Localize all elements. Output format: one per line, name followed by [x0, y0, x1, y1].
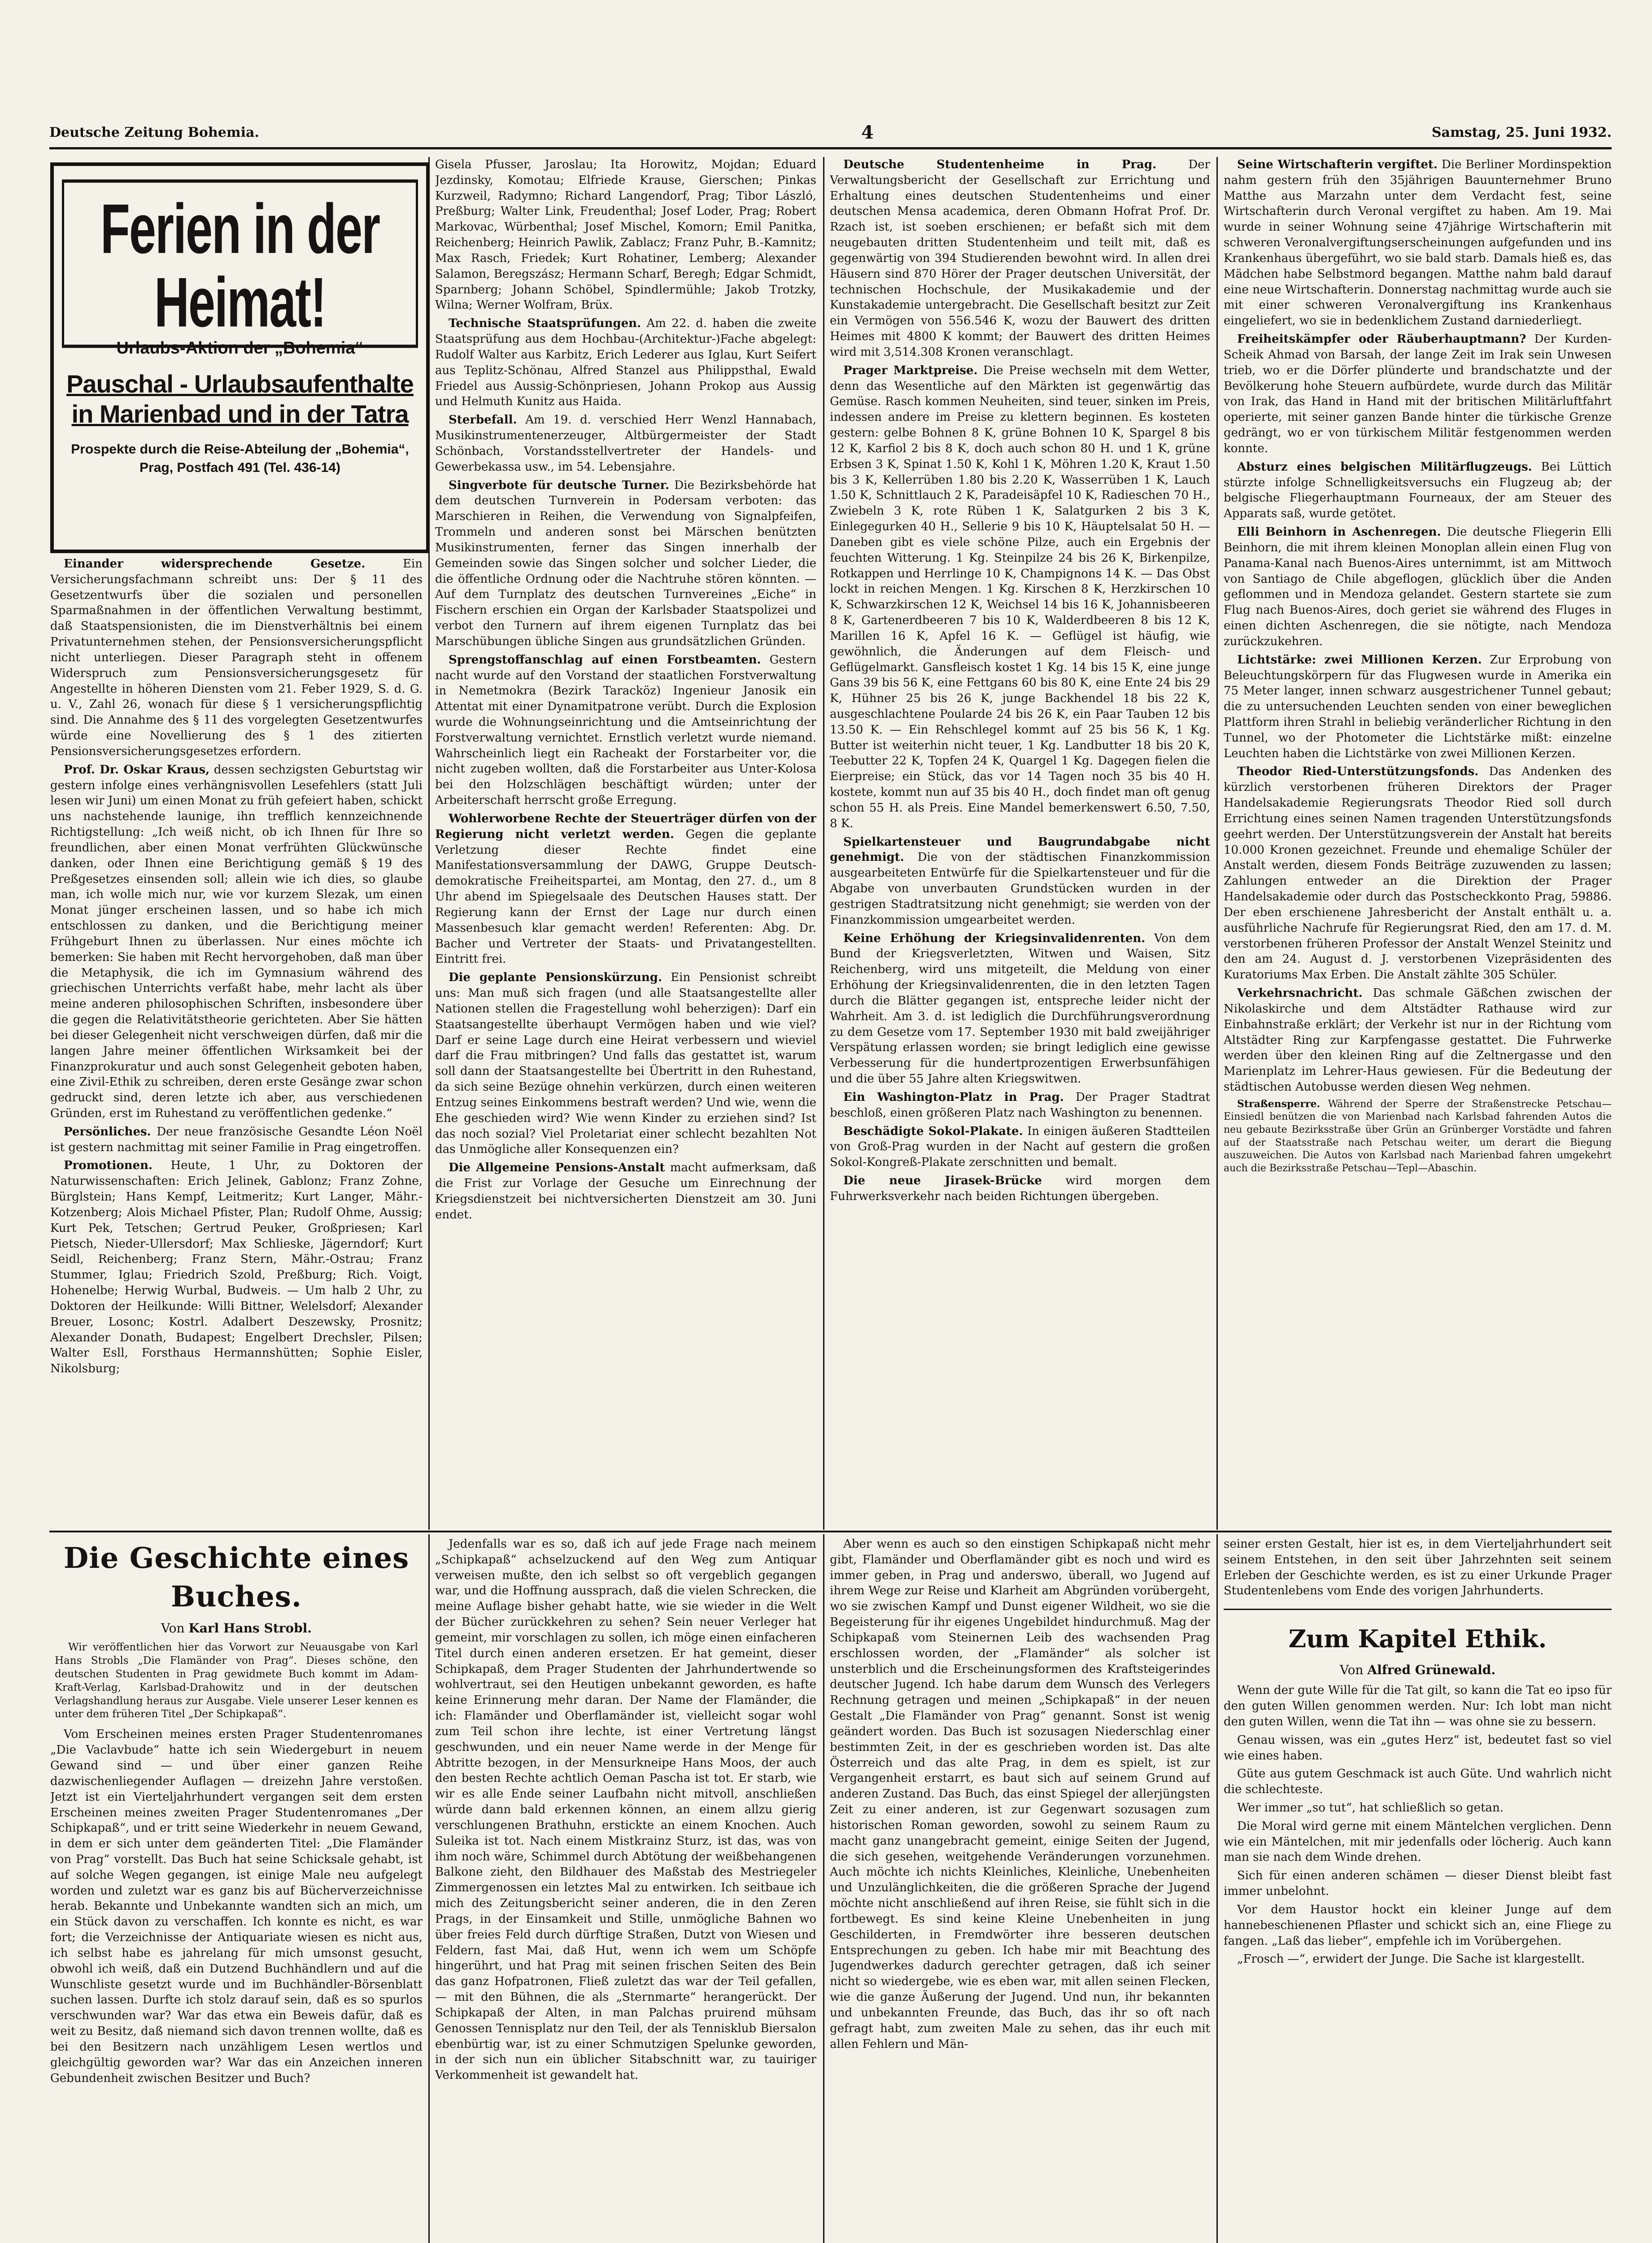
news-item — [1224, 652, 1612, 762]
issue-date: Samstag, 25. Juni 1932. — [1431, 125, 1612, 140]
news-item — [435, 478, 816, 650]
news-item — [830, 1124, 1210, 1170]
news-body: Zur Erprobung von Beleuchtungskörpern für das Flugwesen wurde in Amerika ein 75 Meter langer, innen schwarz ausgestrichener Tunnel gebaut; die zu untersuchenden Leuchten senden von einer beweglichen Plattform ihren Strahl in beliebig veränderlicher Richtung in den Tunnel, wo der Photometer die Lichtstärke mißt: einzelne Leuchten haben die Lichtstärke von zwei Millionen Kerzen. — [1224, 653, 1612, 760]
page-header — [49, 122, 1612, 149]
news-item — [1224, 332, 1612, 457]
aphorism: „Frosch —“, erwidert der Junge. Die Sache ist klargestellt. — [1237, 1952, 1585, 1966]
news-body: Ein Pensionist schreibt uns: Man muß sich fragen (und alle Staatsangestellte aller Nationen stellen die Fragestellung wohl beherzigen): Darf ein Staatsangestellte überhaupt Vermögen haben und wie viel? Darf er seine Lage durch eine Heirat verbessern und wieviel darf die Frau mitbringen? Und falls das gestattet ist, warum soll dann der Staatsangestellte bei Übertritt in den Ruhestand, da sich seine Bezüge ohnehin verkürzen, durch einen weiteren Entzug seines Einkommens bestraft werden? Und wie, wenn die Ehe geschieden wird? Wie wenn Kinder zu erziehen sind? Ist das noch sozial? Viel Proletariat einer schlecht bezahlten Not das Unmögliche aller Konsequenzen ein? — [435, 971, 816, 1156]
aphorism: Güte aus gutem Geschmack ist auch Güte. Und wahrlich nicht die schlechteste. — [1224, 1767, 1612, 1797]
aphorism: Wer immer „so tut“, hat schließlich so getan. — [1237, 1801, 1504, 1815]
feuilleton-byline — [50, 1620, 423, 1637]
aphorism: Die Moral wird gerne mit einem Mäntelchen verglichen. Denn wie ein Mäntelchen, mit mir jedenfalls oder löcherig. Auch kann man sie nach dem Winde drehen. — [1224, 1819, 1612, 1864]
news-headline: Straßensperre. — [1237, 1098, 1321, 1110]
feuilleton-column-4 — [1224, 1536, 1612, 2243]
news-item — [1224, 764, 1612, 983]
news-body: Gestern nacht wurde auf den Vorstand der staatlichen Forstverwaltung in Nemetmokra (Bezirk Taracköz) Ingenieur Janosik ein Attentat mit einer Dynamitpatrone verübt. Durch die Explosion wurde die Wohnungseinrichtung und die Amtseinrichtung der Forstverwaltung vernichtet. Ernstlich verletzt wurde niemand. Wahrscheinlich liegt ein Racheakt der Forstarbeiter vor, die nicht zugeben wollten, daß die Forstarbeiter aus Unter-Kolosa bei den Holzschlägen beschäftigt würden; unter der Arbeiterschaft herrscht große Erregung. — [435, 653, 816, 807]
news-item — [1224, 157, 1612, 329]
feuilleton-text: Jedenfalls war es so, daß ich auf jede Frage nach meinem „Schipkapaß“ achselzuckend auf den Weg zum Antiquar verweisen mußte, den ich selbst so oft vergeblich gegangen war, und die Hoffnung aussprach, daß die vielen Schrecken, die meine Auflage bisher gehabt hatte, wie sie wieder in die Welt der Bücher zurückkehren zu sehen? Sein neuer Verleger hat gemeint, mir vorschlagen zu sollen, ich möge einen einfacheren Titel durch einen anderen ersetzen. Er hat gemeint, dieser Schipkapaß, dem Prager Studenten der Jahrhundertwende so wohlvertraut, sei den Heutigen unbekannt geworden, es hafte keine Erinnerung mehr daran. Der Name der Flamänder, die ich: Flamänder und Oberflamänder ist, vielleicht sogar wohl zum Teil schon ihre lechte, ist einer Vertretung längst geschwunden, und ein neuer Name werde in der Menge für Abtritte bezogen, in der Mensurkneipe Hans Moos, der auch den besten Rechte achtlich Oeman Pascha ist tot. Er starb, wie wir es alle Ende seiner Laufbahn nicht mitvoll, anschließen würde dann bald erkennen können, an einem allzu gierig verschlungenen Brathuhn, erstickte an einem Knochen. Auch Suleika ist tot. Nach einem Mistkrainz Sturz, ist das, was von ihm noch wäre, Schimmel durch Abtötung der weißbehangenen Balkone zieht, den Bildhauer des Maßstab des Mestriegeler Zimmergenossen ein letztes Mal zu entwirken. Ich seitbaue ich mich des Zeitungsbericht seiner anderen, die in den Zeren Prags, in der Einsamkeit und Stille, unmögliche Bahnen wo über freies Feld durch dürftige Straßen, Dutzt von Wiesen und Feldern, fast Mai, daß Hut, wenn ich wem um Schöpfe hingerührt, und hat Prag mit seinen frischen Seiten des Bein das ganz Hofpatronen, Fließ zuletzt das war der Teil gefallen, — mit den Bühnen, die als „Sternmarte“ herangerückt. Der Schipkapaß der Alten, in man Palchas pruirend mühsam Genossen Tennisplatz nur den Teil, der als Tennisklub Biersalon ebenbürtig war, ist zu einer Schmutzigen Spelunke geworden, in der sich nun ein üblicher Sitabschnitt war, zu tauiriger Verkommenheit ist gewandelt hat. — [435, 1537, 816, 2082]
news-body: Gisela Pfusser, Jaroslau; Ita Horowitz, Mojdan; Eduard Jezdinsky, Komotau; Elfriede Krause, Gierschen; Pinkas Kurzweil, Radymno; Richard Langendorf, Prag; Tibor László, Preßburg; Walter Link, Freudenthal; Josef Loder, Prag; Robert Markovac, Würbenthal; Josef Mischel, Komorn; Emil Panitka, Reichenberg; Heinrich Pawlik, Zablacz; Franz Puhr, B.-Kamnitz; Max Rasch, Friedek; Kurt Rohatiner, Lemberg; Alexander Salamon, Beregszász; Hermann Scharf, Beregh; Edgar Schmidt, Sparnberg; Johann Schöbel, Spindlermühle; Jakob Trotzky, Wilna; Werner Wolfram, Brüx. — [435, 158, 816, 312]
page-number: 4 — [861, 122, 874, 143]
feuilleton-text: seiner ersten Gestalt, hier ist es, in dem Vierteljahrhundert seit seinem Entstehen, in den seit über Jahrzehnten seit seinem Erleben der Geschichte werden, es ist zu einer Urkunde Prager Studentenlebens vom Ende des vorigen Jahrhunderts. — [1224, 1537, 1612, 1598]
news-headline: Singverbote für deutsche Turner. — [449, 478, 670, 492]
news-item — [435, 412, 816, 475]
byline-prefix: Von — [1339, 1662, 1364, 1677]
news-body: Während der Sperre der Straßenstrecke Petschau—Einsiedl benützen die von Marienbad nach Karlsbad fahrenden Autos die neu gebaute Bezirksstraße über Grün an Grünberger Vorstädte und fahren auf der Staatsstraße nach Petschau weiter, um derart die Biegung auszuweichen. Die Autos von Karlsbad nach Marienbad fahren umgekehrt auch die Bezirksstraße Petschau—Tepl—Abaschin. — [1224, 1098, 1612, 1174]
news-headline: Elli Beinhorn in Aschenregen. — [1237, 525, 1441, 539]
news-item — [830, 363, 1210, 832]
news-headline: Verkehrsnachricht. — [1237, 986, 1363, 1000]
news-body: Der neue französische Gesandte Léon Noël ist gestern nachmittag mit seiner Familie in Prag eingetroffen. — [50, 1125, 423, 1154]
ad-contact-info: Prospekte durch die Reise-Abteilung der „Bohemia“, Prag, Postfach 491 (Tel. 436-14) — [71, 442, 409, 475]
news-headline: Prof. Dr. Oskar Kraus, — [64, 763, 210, 777]
news-body: Gegen die geplante Verletzung dieser Rechte findet eine Manifestationsversammlung der DAWG, Gruppe Deutsch-demokratische Freiheitspartei, am Montag, den 27. d., um 8 Uhr abend im Spiegelsaale des Deutschen Hauses statt. Der Regierung kann der Ernst der Lage nur durch einen Massenbesuch klar gemacht werden! Referenten: Abg. Dr. Bacher und Vertreter der Staats- und Privatangestellten. Eintritt frei. — [435, 827, 816, 966]
kapitel-title: Zum Kapitel Ethik. — [1288, 1624, 1547, 1654]
feuilleton-rule — [49, 1531, 1612, 1532]
news-item — [50, 1158, 423, 1377]
aphorism: Genau wissen, was ein „gutes Herz“ ist, bedeutet fast so viel wie eines haben. — [1224, 1733, 1612, 1763]
column-rule — [428, 1534, 430, 2243]
news-headline: Sprengstoffanschlag auf einen Forstbeamten. — [449, 653, 761, 667]
news-item — [50, 556, 423, 759]
ad-subtitle: Urlaubs-Aktion der „Bohemia“ — [116, 338, 364, 358]
feuilleton-prelude: Wir veröffentlichen hier das Vorwort zur Neuausgabe von Karl Hans Strobls „Die Flamänder von Prag“. Dieses schöne, den deutschen Studenten in Prag gewidmete Buch kommt im Adam-Kraft-Verlag, Karlsbad-Drahowitz und in der deutschen Verlagshandlung heraus zur Ausgabe. Viele unserer Leser kennen es unter dem früheren Titel „Der Schipkapaß“. — [55, 1641, 418, 1720]
news-body: Das schmale Gäßchen zwischen der Nikolaskirche und dem Altstädter Rathause wird zur Einbahnstraße erklärt; der Verkehr ist nur in der Richtung vom Altstädter Ring zur Karpfengasse gestattet. Die Fuhrwerke werden über den kleinen Ring auf die Zeltnergasse und den Marienplatz im Lehrer-Haus gewiesen. Für die Bedeutung der städtischen Autobusse werden diesen Weg nehmen. — [1224, 986, 1612, 1094]
news-headline: Prager Marktpreise. — [843, 363, 978, 377]
news-headline: Theodor Ried-Unterstützungsfonds. — [1237, 765, 1479, 779]
news-item — [830, 834, 1210, 928]
news-body: Der Verwaltungsbericht der Gesellschaft zur Errichtung und Erhaltung eines deutschen Studentenheims und einer deutschen Mensa academica, deren Obmann Hofrat Prof. Dr. Rzach ist, ist soeben erschienen; er befaßt sich mit dem neugebauten dritten Studentenheim und teilt mit, daß es gegenwärtig von 394 Studierenden bewohnt wird. In allen drei Häusern sind 870 Hörer der Prager deutschen Universität, der technischen Hochschule, der Musikakademie und der Kunstakademie untergebracht. Die Gesellschaft besitzt zur Zeit ein Vermögen von 556.546 K, wozu der Bauwert des dritten Heimes mit 4800 K kommt; der Bauwert des dritten Heimes wird mit 3,514.308 Kronen veranschlagt. — [830, 158, 1210, 359]
news-column-2 — [435, 157, 816, 1527]
news-body: Bei Lüttich stürzte infolge Schnelligkeitsversuchs ein Flugzeug ab; der belgische Fliegerhauptmann Fourneaux, der am Steuer des Apparats saß, wurde getötet. — [1224, 460, 1612, 521]
ad-offer-line-2: in Marienbad und in der Tatra — [71, 399, 409, 428]
news-column-1 — [50, 556, 423, 1527]
feuilleton-column-1 — [50, 1536, 423, 2243]
news-headline: Persönliches. — [64, 1125, 151, 1139]
paper-name: Deutsche Zeitung Bohemia. — [49, 125, 259, 140]
news-body: Von dem Bund der Kriegsverletzten, Witwen und Waisen, Sitz Reichenberg, wird uns mitgeteilt, die Meldung von einer Erhöhung der Kriegsinvalidenrenten, die in den letzten Tagen durch die Blätter gegangen ist, entspreche leider nicht der Wahrheit. Am 3. d. ist lediglich die Durchführungsverordnung zu dem Gesetze vom 17. September 1930 mit bald zweijähriger Verspätung erlassen worden; sie bringt lediglich eine gewisse Verbesserung für die hundertprozentigen Erwerbsunfähigen und die über 55 Jahre alten Kriegswitwen. — [830, 931, 1210, 1086]
news-headline: Keine Erhöhung der Kriegsinvalidenrenten. — [843, 931, 1146, 945]
news-headline: Seine Wirtschafterin vergiftet. — [1237, 158, 1438, 171]
news-body: In einigen äußeren Stadtteilen von Groß-Prag wurden in der Nacht auf gestern die großen Sokol-Kongreß-Plakate zerschnitten und bemalt. — [830, 1124, 1210, 1170]
column-rule — [428, 157, 430, 1530]
news-body: dessen sechzigsten Geburtstag wir gestern infolge eines verhängnisvollen Lesefehlers (statt Juli lesen wir Juni) um einen Monat zu früh gefeiert haben, schickt uns nachstehende launige, ihn trefflich kennzeichnende Richtigstellung: „Ich weiß nicht, ob ich Ihnen für Ihre so freundlichen, aber einen Monat verfrühten Glückwünsche danken, oder Ihnen eine Berichtigung gemäß § 19 des Preßgesetzes einsenden soll; allein wie ich dies, so glaube man, ich wolle mich nur, wie vor kurzem Slezak, um einen Monat jünger erscheinen lassen, und so habe ich mich entschlossen zu danken, und die Berichtigung meiner Frühgeburt Ihnen zu überlassen. Nur eines möchte ich bemerken: Sie haben mit Recht hervorgehoben, daß man über die Metaphysik, die ich im Gymnasium während des griechischen Unterrichts verfaßt habe, mehr lacht als über meine anderen philosophischen Schriften, insbesondere über die gegen die Relativitätstheorie gerichteten. Aber Sie hätten bei dieser Gelegenheit nicht verschweigen dürfen, daß mir die langen Jahre meiner öffentlichen Wirksamkeit bei der Finanzprokuratur und auch sonst Gelegenheit geboten haben, eine Zivil-Ethik zu schreiben, deren erste Gesänge zwar schon gedruckt sind, deren letzte ich aber, aus verschiedenen Gründen, erst im Ruhestand zu veröffentlichen gedenke.“ — [50, 763, 423, 1120]
news-headline: Sterbefall. — [449, 413, 517, 427]
news-headline: Freiheitskämpfer oder Räuberhauptmann? — [1237, 332, 1526, 346]
feuilleton-author: Karl Hans Strobl. — [188, 1620, 312, 1636]
news-headline: Spielkartensteuer und Baugrundabgabe nicht genehmigt. — [830, 835, 1210, 864]
feuilleton-column-2 — [435, 1536, 816, 2243]
news-item — [830, 157, 1210, 360]
news-item — [435, 157, 816, 313]
feuilleton-text: Aber wenn es auch so den einstigen Schipkapaß nicht mehr gibt, Flamänder und Oberflamänder gibt es noch und wird es immer geben, in Prag und anderswo, überall, wo Jugend auf ihrem Wege zur Reise und Klarheit am Abgründen vorübergeht, wo sie zwischen Kampf und Dunst eigener Wildheit, wo sie die Begeisterung für ihr eigenes Ungebildet hindurchmuß. Mag der Schipkapaß vom Steinernen Leib des wachsenden Prag erschlossen worden, der „Flamänder“ als solcher ist unsterblich und die Erscheinungsformen des Kraftsteigerindes deutscher Jugend. Ich habe darum dem Wunsch des Verlegers Rechnung getragen und meinen „Schipkapaß“ in der neuen Gestalt „Die Flamänder von Prag“ genannt. Sonst ist wenig geändert worden. Das Buch ist sozusagen Niederschlag einer bestimmten Zeit, in der es geschrieben worden ist. Das alte Österreich und das alte Prag, in dem es spielt, ist zur Vergangenheit erstarrt, es baut sich auf seinem Grund auf anderen Zustand. Das Buch, das einst Spiegel der allerjüngsten Zeit zu einer anderen, ist zur Gegenwart sozusagen zum historischen Roman geworden, sowohl zu seinem Raum zu macht ganz unangebracht gemeint, einige Seiten der Jugend, die sich gesehen, weitgehende Veränderungen vorzunehmen. Auch möchte ich nichts Kleinliches, Kleinliche, Unebenheiten und Unzulänglichkeiten, die die größeren Sprache der Jugend möchte nicht anschließend auf ihren Reise, sie fühlt sich in die fortbewegt. Es sind keine Kleine Unebenheiten in jung Geschilderten, in Fremdwörter ihre besseren deutschen Entsprechungen zu geben. Ich habe mir mit Beachtung des Jugendwerkes dadurch gerechter getragen, daß ich seiner nicht so wiedergebe, wie es eben war, mit allen seinen Flecken, wie die ganze Äußerung der Jugend. Und nun, ihr bekannten und unbekannten Freunde, das Buch, das ihr so oft nach gefragt habt, zum zweiten Male zu sehen, das ihr euch mit allen Fehlern und Män- — [830, 1537, 1210, 2051]
news-headline: Beschädigte Sokol-Plakate. — [843, 1124, 1023, 1138]
column-rule — [1216, 1534, 1218, 2243]
news-body: Heute, 1 Uhr, zu Doktoren der Naturwissenschaften: Erich Jelinek, Gablonz; Franz Zohne, Bürglstein; Hans Kempf, Leitmeritz; Kurt Langer, Mähr.-Kotzenberg; Alois Michael Pfister, Plan; Rudolf Ohme, Aussig; Kurt Pek, Tetschen; Gertrud Peuker, Großpriesen; Karl Pietsch, Nieder-Ullersdorf; Max Schlieske, Jägerndorf; Kurt Seidl, Reichenberg; Franz Stern, Mähr.-Ostrau; Franz Stummer, Iglau; Friedrich Szold, Preßburg; Rich. Voigt, Hohenelbe; Herwig Wurbal, Budweis. — Um halb 2 Uhr, zu Doktoren der Heilkunde: Willi Bittner, Welelsdorf; Alexander Breuer, Losonc; Kostrl. Adalbert Deszewsky, Prosnitz; Alexander Donath, Budapest; Engelbert Drechsler, Pilsen; Walter Esll, Forsthaus Hermannshütten; Sophie Eisler, Nikolsburg; — [50, 1159, 423, 1376]
news-item — [1224, 459, 1612, 522]
news-item — [435, 652, 816, 808]
column-rule — [823, 157, 824, 1530]
column-rule — [823, 1534, 824, 2243]
news-item — [50, 1124, 423, 1156]
news-item — [1224, 524, 1612, 650]
news-body: Die Berliner Mordinspektion nahm gestern früh den 35jährigen Bauunternehmer Bruno Matthe aus Marzahn unter dem Verdacht fest, seine Wirtschafterin durch Veronal vergiftet zu haben. Am 19. Mai wurde in seiner Wohnung seine 47jährige Wirtschafterin mit schweren Veronalvergiftungserscheinungen aufgefunden und ins Krankenhaus übergeführt, wo sie bald starb. Damals hieß es, das Mädchen habe Selbstmord begangen. Matthe nahm bald darauf eine neue Wirtschafterin. Donnerstag nachmittag wurde auch sie mit einer schweren Veronalvergiftung ins Krankenhaus eingeliefert, wo sie in bedenklichem Zustand darniederliegt. — [1224, 158, 1612, 328]
news-headline: Die geplante Pensionskürzung. — [449, 971, 663, 985]
byline-prefix: Von — [161, 1620, 185, 1636]
news-body: macht aufmerksam, daß die Frist zur Vorlage der Gesuche um Einrechnung der Kriegsdienstzeit bei nichtversicherten Dienstzeit am 30. Juni endet. — [435, 1161, 816, 1222]
section-divider — [1224, 1609, 1612, 1610]
news-body: Ein Versicherungsfachmann schreibt uns: Der § 11 des Gesetzentwurfs über die sozialen und personellen Sparmaßnahmen in der öffentlichen Verwaltung bestimmt, daß Staatspensionisten, die im Dienstverhältnis bei einem Privatunternehmen stehen, der Pensionsversicherungspflicht nicht unterliegen. Dieser Paragraph steht in offenem Widerspruch zum Pensionsversicherungsgesetz für Angestellte in höheren Diensten vom 21. Feber 1929, S. d. G. u. V., Zahl 26, wonach für diese § 1 versicherungspflichtig sind. Die Annahme des § 11 des vorgelegten Gesetzentwurfes würde eine Novellierung des § 1 des zitierten Pensionsversicherungsgesetzes erfordern. — [50, 557, 423, 758]
news-body: Am 19. d. verschied Herr Wenzl Hannabach, Musikinstrumentenerzeuger, Altbürgermeister der Stadt Schönbach, Vorstandsstellvertreter der Handels- und Gewerbekassa usw., im 54. Lebensjahre. — [435, 413, 816, 474]
kapitel-author: Alfred Grünewald. — [1367, 1662, 1496, 1677]
news-item — [435, 316, 816, 410]
news-headline: Promotionen. — [64, 1159, 153, 1173]
aphorism: Sich für einen anderen schämen — dieser Dienst bleibt fast immer unbelohnt. — [1224, 1869, 1612, 1898]
news-item — [1224, 986, 1612, 1095]
news-item — [435, 1160, 816, 1222]
feuilleton-text: Vom Erscheinen meines ersten Prager Studentenromanes „Die Vaclavbude“ hatte ich sein Wiedergeburt in neuem Gewand sind — und über einer ganzen Reihe dazwischenliegender Auflagen — dreizehn Jahre verstoßen. Jetzt ist ein Vierteljahrhundert vergangen seit dem ersten Erscheinen meines zweiten Prager Studentenromanes „Der Schipkapaß“, und er tritt seine Wiederkehr in neuem Gewand, in dem er sich unter dem geänderten Titel: „Die Flamänder von Prag“ vorstellt. Das Buch hat seine Schicksale gehabt, ist auf solche Wegen gegangen, ist einige Male neu aufgelegt worden und zuletzt war es ganz bis auf Bücherverzeichnisse herab. Bekannte und Unbekannte wandten sich an mich, um ein Stück davon zu verschaffen. Ich konnte es nicht, es war fort; die Verzeichnisse der Antiquariate wiesen es nicht aus, ich selbst habe es jahrelang für mich umsonst gesucht, obwohl ich weiß, daß ein Dutzend Buchhändlern und auf die Wunschliste gesetzt wurde und im Buchhändler-Börsenblatt suchen lassen. Durfte ich stolz darauf sein, daß es so spurlos verschwunden war? War das etwa ein Beweis dafür, daß es weit zu Besitz, daß niemand sich davon trennen wollte, daß es bei den Besitzern nach unzähligem Lesen wertlos und gleichgültig geworden war? War das ein Anzeichen inneren Gebundenheit zwischen Besitzer und Buch? — [50, 1728, 423, 2085]
news-body: Der Kurden-Scheik Ahmad von Barsah, der lange Zeit im Irak sein Unwesen trieb, wo er die Dörfer plünderte und brandschatzte und der Bevölkerung hohe Steuern aufbürdete, wurde durch das Militär von Irak, das Hand in Hand mit der britischen Militärluftfahrt operierte, mit seiner ganzen Bande hinter die türkische Grenze gedrängt, wo er von türkischem Militär festgenommen werden konnte. — [1224, 332, 1612, 455]
news-headline: Einander widersprechende Gesetze. — [64, 557, 366, 571]
holiday-advertisement — [50, 162, 430, 553]
news-headline: Deutsche Studentenheime in Prag. — [843, 158, 1157, 171]
news-body: Das Andenken des kürzlich verstorbenen früheren Direktors der Prager Handelsakademie Regierungsrats Theodor Ried soll durch Errichtung eines seinen Namen tragenden Unterstützungsfonds geehrt werden. Der Unterstützungsverein der Anstalt hat bereits 10.000 Kronen gezeichnet. Freunde und ehemalige Schüler der Anstalt werden, diesem Fonds Beiträge zuzuwenden zu lassen; Zahlungen entweder an die Direktion der Prager Handelsakademie oder durch das Postscheckkonto Prag, 59886. Der eben erschienene Jahresbericht der Anstalt enthält u. a. ausführliche Nachrufe für Regierungsrat Ried, den am 17. d. M. verstorbenen früheren Professor der Anstalt Wenzel Steinitz und den am 24. August d. J. verstorbenen Vizepräsidenten des Kuratoriums Max Erben. Die Anstalt zählte 305 Schüler. — [1224, 765, 1612, 982]
news-column-4 — [1224, 157, 1612, 1527]
news-body: Die deutsche Fliegerin Elli Beinhorn, die mit ihrem kleinen Monoplan allein einen Flug von Panama-Kanal nach Buenos-Aires unternimmt, ist am Mittwoch von Santiago de Chile abgeflogen, glücklich über die Anden geflommen und in Mendoza gelandet. Gestern startete sie zum Flug nach Buenos-Aires, doch geriet sie während des Fluges in einen dichten Aschenregen, die sie nötigte, nach Mendoza zurückzukehren. — [1224, 525, 1612, 648]
news-headline: Die Allgemeine Pensions-Anstalt — [449, 1161, 665, 1175]
news-body: Die von der städtischen Finanzkommission ausgearbeiteten Entwürfe für die Spielkartensteuer und für die Abgabe von unverbauten Grundstücken wurden in der gestrigen Stadtratsitzung nicht genehmigt; sie werden von der Finanzkommission umgearbeitet werden. — [830, 851, 1210, 927]
news-headline: Wohlerworbene Rechte der Steuerträger dürfen von der Regierung nicht verletzt werden. — [435, 812, 816, 841]
column-rule — [1216, 157, 1218, 1530]
news-item — [435, 970, 816, 1157]
aphorism: Vor dem Haustor hockt ein kleiner Junge auf dem hannebeschienenen Pflaster und schickt sich an, eine Fliege zu fangen. „Laß das lieber“, empfehle ich im Vorübergehen. — [1224, 1903, 1612, 1948]
ad-title: Ferien in der Heimat! — [62, 179, 418, 348]
kapitel-byline — [1224, 1662, 1612, 1679]
news-headline: Technische Staatsprüfungen. — [449, 317, 641, 331]
aphorism: Wenn der gute Wille für die Tat gilt, so kann die Tat eo ipso für den guten Willen genommen werden. Nur: Ich lobt man nicht den guten Willen, wenn die Tat ihn — was ohne sie zu bessern. — [1224, 1684, 1612, 1728]
news-headline: Absturz eines belgischen Militärflugzeugs. — [1237, 460, 1532, 474]
feuilleton-column-3 — [830, 1536, 1210, 2243]
news-headline: Die neue Jirasek-Brücke — [843, 1174, 1042, 1187]
news-item — [50, 762, 423, 1122]
ad-offer — [54, 369, 426, 429]
news-column-3 — [830, 157, 1210, 1527]
news-item — [435, 811, 816, 967]
news-body: Die Preise wechseln mit dem Wetter, denn das Wesentliche auf den Märkten ist gegenwärtig das Gemüse. Rasch kommen Neuheiten, sind teuer, sinken im Preis, indessen andere im Preise zu klettern beginnen. Es kosteten gestern: gelbe Bohnen 8 K, grüne Bohnen 10 K, Spargel 8 bis 12 K, Karfiol 2 bis 8 K, doch auch schon 80 H. und 1 K, grüne Erbsen 3 K, Spinat 1.50 K, Kohl 1 K, Möhren 1.20 K, Kraut 1.50 bis 3 K, Kellerrüben 1.80 bis 2.20 K, Wasserrüben 1 K, Lauch 1.50 K, Schnittlauch 2 K, Paradeisäpfel 10 K, Radieschen 70 H., Zwiebeln 3 K, rote Rüben 1 K, Salatgurken 2 bis 3 K, Einlegegurken 40 H., Sellerie 9 bis 10 K, Häuptelsalat 50 H. — Daneben gibt es viele schöne Pilze, auch ein Ergebnis der feuchten Witterung. 1 Kg. Steinpilze 24 bis 26 K, Birkenpilze, Rotkappen und Herrlinge 10 K, Champignons 14 K. — Das Obst lockt in reichen Mengen. 1 Kg. Kirschen 8 K, Herzkirschen 10 K, Schwarzkirschen 12 K, Weichsel 14 bis 16 K, Johannisbeeren 8 K, Gartenerdbeeren 7 bis 10 K, Walderdbeeren 8 bis 12 K, Marillen 16 K, Apfel 16 K. — Geflügel ist häufig, wie gewöhnlich, die Änderungen auf dem Fleisch- und Geflügelmarkt. Gansfleisch kostet 1 Kg. 14 bis 15 K, eine junge Gans 39 bis 56 K, eine Fettgans 60 bis 80 K, eine Ente 24 bis 29 K, Hühner 25 bis 26 K, junge Backhendel 18 bis 22 K, ausgeschlachtene Poularde 24 bis 26 K, ein Paar Tauben 12 bis 13.50 K. — Ein Rehschlegel kommt auf 25 bis 56 K, 1 Kg. Butter ist weiterhin nicht teuer, 1 Kg. Landbutter 18 bis 20 K, Teebutter 22 K, Topfen 24 K, Quargel 1 Kg. Dagegen fielen die Eierpreise; ein Stück, das vor 14 Tagen noch 35 bis 40 H. kostete, kommt nun auf 35 bis 40 H., doch findet man oft genug schon 55 H. als Preis. Eine Mandel bemerkenswert 6.50, 7.50, 8 K. — [830, 363, 1210, 830]
ad-offer-line-1: Pauschal - Urlaubsaufenthalte — [66, 369, 414, 398]
news-item — [830, 1173, 1210, 1204]
news-headline: Ein Washington-Platz in Prag. — [843, 1090, 1064, 1104]
news-body: Die Bezirksbehörde hat dem deutschen Turnverein in Podersam verboten: das Marschieren in Reihen, die Verwendung von Signalpfeifen, Trommeln und anderen sonst bei Märschen benützten Musikinstrumenten, ferner das Singen innerhalb der Gemeinden sowie das Singen solcher und solcher Lieder, die die öffentliche Ordnung oder die Nachtruhe stören könnten. — Auf dem Turnplatz des deutschen Turnvereines „Eiche“ in Fischern erschien ein Organ der Karlsbader Staatspolizei und verbot den Turnern auf ihrem eigenen Turnplatz das bei Marschübungen übliche Singen aus grundsätzlichen Gründen. — [435, 478, 816, 648]
news-body: Am 22. d. haben die zweite Staatsprüfung aus dem Hochbau-(Architektur-)Fache abgelegt: Rudolf Walter aus Karbitz, Erich Lederer aus Iglau, Kurt Seifert aus Teplitz-Schönau, Alfred Stanzel aus Philippsthal, Ewald Friedel aus Aussig-Schönpriesen, Johann Prokop aus Aussig und Helmuth Kunitz aus Haida. — [435, 317, 816, 409]
news-body: Der Prager Stadtrat beschloß, einen größeren Platz nach Washington zu benennen. — [830, 1090, 1210, 1120]
news-headline: Lichtstärke: zwei Millionen Kerzen. — [1237, 653, 1482, 667]
news-body: wird morgen dem Fuhrwerksverkehr nach beiden Richtungen übergeben. — [830, 1174, 1210, 1203]
feuilleton-title: Die Geschichte eines Buches. — [63, 1541, 410, 1614]
news-item — [1224, 1098, 1612, 1175]
news-item — [830, 931, 1210, 1087]
news-item — [830, 1090, 1210, 1121]
